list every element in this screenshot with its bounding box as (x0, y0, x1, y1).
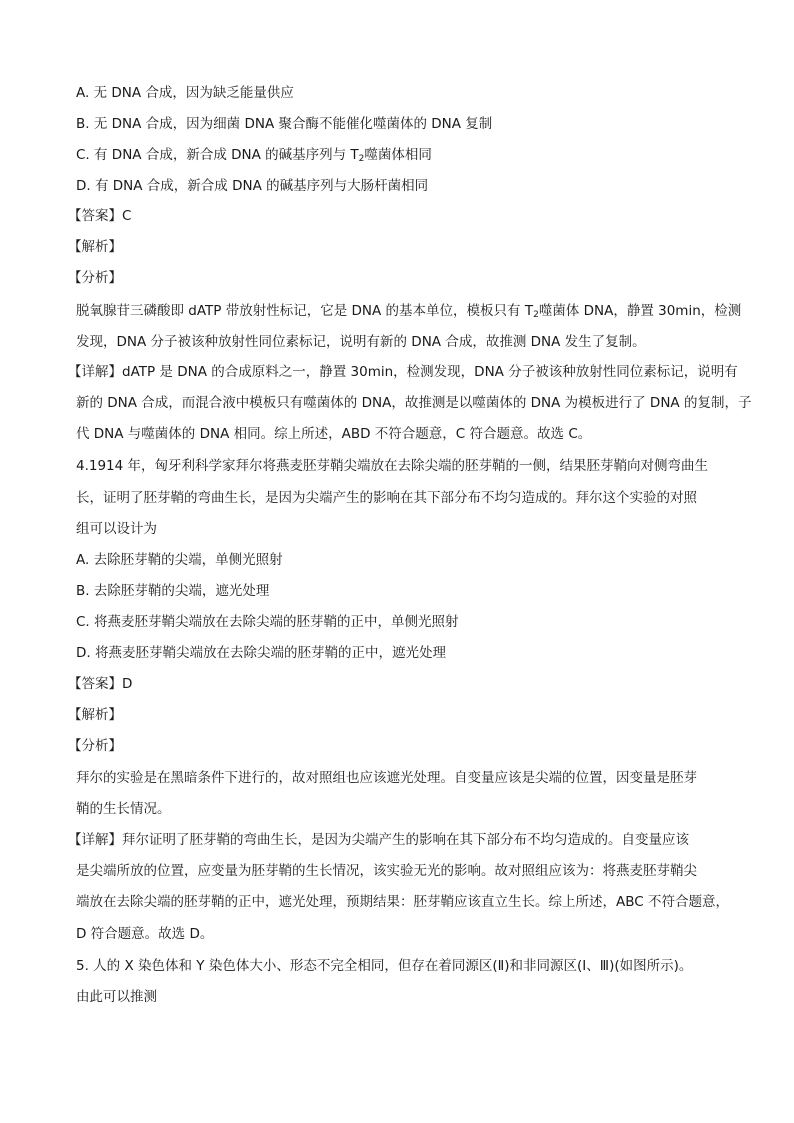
q4-fenxi-heading: 【分析】 (68, 738, 122, 754)
q4-option-b: B. 去除胚芽鞘的尖端，遮光处理 (76, 583, 270, 599)
q4-answer: 【答案】D (68, 676, 133, 692)
q4-option-d: D. 将燕麦胚芽鞘尖端放在去除尖端的胚芽鞘的正中，遮光处理 (76, 645, 446, 661)
q3-fenxi-heading: 【分析】 (68, 270, 122, 286)
q4-stem-line-2: 长，证明了胚芽鞘的弯曲生长，是因为尖端产生的影响在其下部分布不均匀造成的。拜尔这个实验的对照 (76, 490, 697, 506)
q3-option-c-subscript: 2 (358, 154, 365, 164)
q4-detail-line-2: 是尖端所放的位置，应变量为胚芽鞘的生长情况，该实验无光的影响。故对照组应该为：将燕麦胚芽鞘尖 (76, 863, 697, 879)
q3-detail-line-2: 新的 DNA 合成，而混合液中模板只有噬菌体的 DNA，故推测是以噬菌体的 DNA 为模板进行了 DNA 的复制，子 (76, 395, 752, 411)
q4-option-c: C. 将燕麦胚芽鞘尖端放在去除尖端的胚芽鞘的正中，单侧光照射 (76, 614, 459, 630)
q3-option-c-prefix: C. 有 DNA 合成，新合成 DNA 的碱基序列与 T (76, 147, 359, 163)
q3-detail-line-1: 【详解】dATP 是 DNA 的合成原料之一，静置 30min，检测发现，DNA 分子被该种放射性同位素标记，说明有 (68, 364, 738, 380)
q3-option-c-suffix: 噬菌体相同 (364, 147, 432, 163)
q4-detail-line-4: D 符合题意。故选 D。 (76, 926, 214, 942)
q4-stem-line-3: 组可以设计为 (76, 521, 157, 537)
q3-analysis-line-1-suffix: 噬菌体 DNA，静置 30min，检测 (538, 303, 742, 319)
q3-analysis-subscript: 2 (533, 310, 539, 320)
q3-analysis-line-2: 发现，DNA 分子被该种放射性同位素标记，说明有新的 DNA 合成，故推测 DNA 发生了复制。 (76, 334, 646, 350)
q4-analysis-line-1: 拜尔的实验是在黑暗条件下进行的，故对照组也应该遮光处理。自变量应该是尖端的位置，因变量是胚芽 (76, 770, 697, 786)
q5-stem-line-2: 由此可以推测 (76, 989, 157, 1005)
q4-jiexi-heading: 【解析】 (68, 707, 122, 723)
q4-detail-line-1: 【详解】拜尔证明了胚芽鞘的弯曲生长，是因为尖端产生的影响在其下部分布不均匀造成的。自变量应该 (68, 832, 689, 848)
q3-detail-line-3: 代 DNA 与噬菌体的 DNA 相同。综上所述，ABD 不符合题意，C 符合题意。故选 C。 (76, 426, 592, 442)
q3-option-a: A. 无 DNA 合成，因为缺乏能量供应 (76, 85, 294, 101)
q3-option-d: D. 有 DNA 合成，新合成 DNA 的碱基序列与大肠杆菌相同 (76, 178, 429, 194)
q5-stem-line-1: 5. 人的 X 染色体和 Y 染色体大小、形态不完全相同，但存在着同源区(Ⅱ)和非同源区(Ⅰ、Ⅲ)(如图所示)。 (76, 958, 693, 974)
q3-option-c (76, 145, 756, 169)
q4-stem-line-1: 4.1914 年，匈牙利科学家拜尔将燕麦胚芽鞘尖端放在去除尖端的胚芽鞘的一侧，结果胚芽鞘向对侧弯曲生 (76, 458, 709, 474)
q3-analysis-line-1-prefix: 脱氧腺苷三磷酸即 dATP 带放射性标记，它是 DNA 的基本单位，模板只有 T (76, 303, 534, 319)
q4-option-a: A. 去除胚芽鞘的尖端，单侧光照射 (76, 552, 283, 568)
q3-answer: 【答案】C (68, 208, 132, 224)
q4-analysis-line-2: 鞘的生长情况。 (76, 801, 171, 817)
q3-analysis-line-1 (76, 301, 756, 325)
q3-jiexi-heading: 【解析】 (68, 239, 122, 255)
q4-detail-line-3: 端放在去除尖端的胚芽鞘的正中，遮光处理，预期结果：胚芽鞘应该直立生长。综上所述，ABC 不符合题意， (76, 894, 729, 910)
q3-option-b: B. 无 DNA 合成，因为细菌 DNA 聚合酶不能催化噬菌体的 DNA 复制 (76, 116, 493, 132)
